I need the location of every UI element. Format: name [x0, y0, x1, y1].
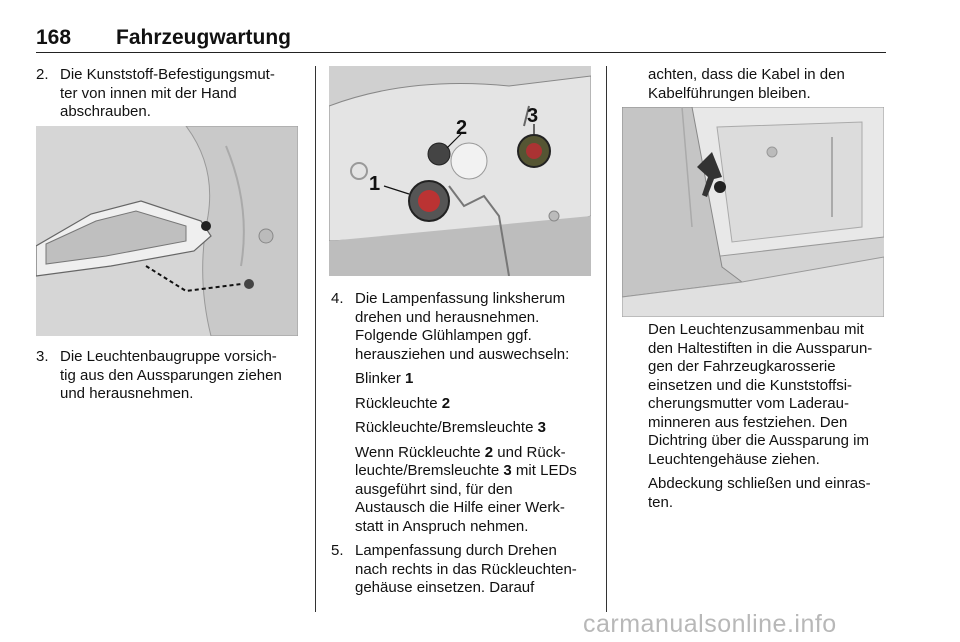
bulb-number: 2	[441, 394, 451, 412]
note-text: leuchte/Bremsleuchte	[355, 462, 504, 479]
step-line: Die Kunststoff-Befestigungsmut-	[60, 66, 275, 83]
step-2	[36, 66, 301, 122]
text-line: Leuchtengehäuse ziehen.	[648, 450, 820, 468]
column-divider-2	[606, 66, 607, 612]
text-line: Kabelführungen bleiben.	[648, 84, 811, 102]
page-title: Fahrzeugwartung	[116, 26, 292, 49]
note-text: mit LEDs	[511, 462, 577, 479]
step-number: 2.	[36, 66, 49, 83]
note-number: 3	[503, 462, 512, 479]
text-line: einsetzen und die Kunststoffsi-	[648, 376, 853, 394]
note-text: Wenn Rückleuchte	[355, 443, 485, 461]
text-line: den Haltestiften in die Aussparun-	[648, 339, 873, 357]
step-line: Die Lampenfassung linksherum	[355, 290, 566, 307]
page-number: 168	[36, 26, 72, 49]
closing-paragraph	[648, 475, 893, 512]
text-line: minneren aus festziehen. Den	[648, 413, 848, 431]
step-line: Lampenfassung durch Drehen	[355, 542, 557, 559]
text-line: achten, dass die Kabel in den	[648, 66, 845, 83]
note-text: und Rück-	[493, 443, 566, 461]
step-line: tig aus den Aussparungen ziehen	[60, 366, 282, 384]
bulb-item	[331, 419, 599, 438]
bulb-item	[331, 370, 599, 389]
step-line: ter von innen mit der Hand	[60, 84, 237, 102]
step-4	[331, 290, 599, 598]
note-line	[355, 462, 599, 481]
bulb-name: Rückleuchte	[355, 394, 442, 412]
step-line: abschrauben.	[60, 103, 151, 120]
reassembly-text	[648, 321, 893, 512]
step-line: gehäuse einsetzen. Darauf	[355, 579, 535, 596]
text-line: gen der Fahrzeugkarosserie	[648, 358, 836, 375]
figure-nut-removal	[36, 126, 298, 336]
step-number: 3.	[36, 348, 49, 365]
note-line: Austausch die Hilfe einer Werk-	[355, 499, 565, 516]
step-line: nach rechts in das Rückleuchten-	[355, 560, 577, 578]
bulb-number: 1	[405, 370, 414, 387]
note-line: statt in Anspruch nehmen.	[355, 517, 529, 535]
text-line: Dichtring über die Aussparung im	[648, 432, 869, 449]
step-line: Die Leuchtenbaugruppe vorsich-	[60, 348, 277, 365]
text-line: ten.	[648, 493, 674, 511]
figure-tailgate	[622, 107, 884, 317]
watermark: carmanualsonline.info	[583, 610, 837, 638]
step-number: 5.	[331, 542, 344, 559]
figure-label-1: 1	[369, 173, 381, 195]
figure-label-3: 3	[527, 105, 539, 127]
figure-label-2: 2	[456, 117, 468, 139]
note-number: 2	[484, 443, 494, 461]
bulb-name: Blinker	[355, 370, 406, 387]
page-header	[36, 26, 886, 53]
step-number: 4.	[331, 290, 344, 307]
bulb-number: 3	[537, 419, 546, 436]
note-line	[355, 444, 599, 463]
figure-bulb-holder	[329, 66, 591, 276]
text-line: Den Leuchtenzusammenbau mit	[648, 321, 864, 338]
column-divider-1	[315, 66, 316, 612]
bulb-name: Rückleuchte/Bremsleuchte	[355, 419, 538, 436]
continuation-text	[648, 66, 893, 103]
step-3	[36, 348, 304, 404]
step-5	[331, 542, 599, 598]
bulb-item	[331, 395, 599, 414]
text-line: cherungsmutter vom Laderau-	[648, 395, 849, 412]
step-line: herausziehen und auswechseln:	[355, 345, 570, 363]
led-note	[331, 444, 599, 537]
step-line: und herausnehmen.	[60, 385, 194, 402]
note-line: ausgeführt sind, für den	[355, 480, 513, 498]
step-line: Folgende Glühlampen ggf.	[355, 327, 532, 344]
step-line: drehen und herausnehmen.	[355, 308, 540, 326]
text-line: Abdeckung schließen und einras-	[648, 475, 871, 492]
